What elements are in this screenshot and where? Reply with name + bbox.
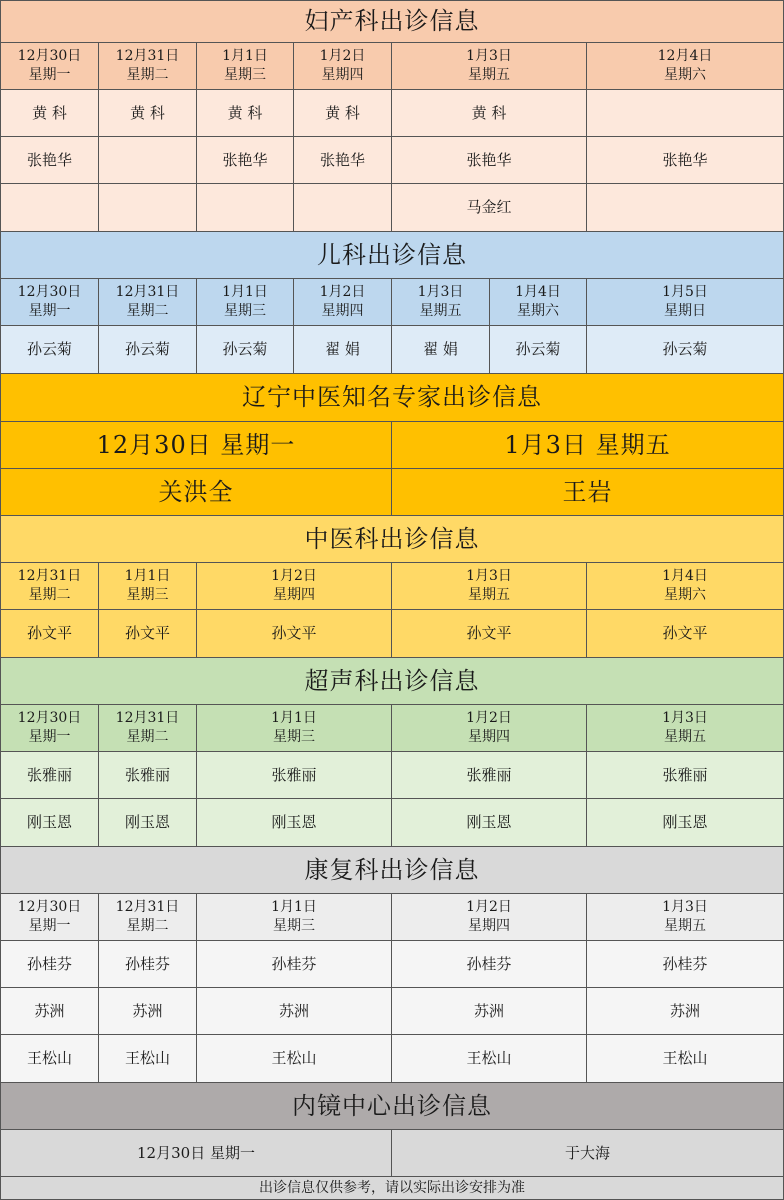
doctor-cell: 王松山 [392, 1035, 587, 1083]
gynecology-doctor-row [0, 90, 784, 137]
doctor-cell: 刚玉恩 [99, 799, 197, 847]
date-header [197, 279, 294, 326]
ultrasound-title-row [0, 658, 784, 705]
doctor-cell: 翟 娟 [294, 326, 392, 374]
date-header [99, 43, 197, 90]
doctor-cell: 孙文平 [0, 610, 99, 658]
weekday-label: 星期四 [468, 918, 510, 934]
rehab-doctor-row [0, 988, 784, 1035]
date-header [392, 279, 490, 326]
doctor-cell: 孙桂芬 [99, 941, 197, 988]
doctor-cell: 苏洲 [99, 988, 197, 1035]
weekday-label: 星期二 [28, 587, 71, 603]
date-header [197, 563, 392, 610]
doctor-cell: 孙文平 [99, 610, 197, 658]
date-header [294, 43, 392, 90]
doctor-cell: 黄 科 [294, 90, 392, 137]
pediatrics-title-row [0, 232, 784, 279]
date-label: 12月30日 [17, 284, 82, 300]
experts-title-row [0, 374, 784, 422]
date-header [99, 563, 197, 610]
weekday-label: 星期四 [468, 729, 510, 745]
tcm-date-row [0, 563, 784, 610]
doctor-cell [294, 184, 392, 232]
weekday-label: 星期六 [664, 587, 706, 603]
doctor-cell: 张雅丽 [99, 752, 197, 799]
tcm-doctor-row [0, 610, 784, 658]
pediatrics-title: 儿科出诊信息 [0, 232, 784, 279]
weekday-label: 星期二 [126, 303, 169, 319]
tcm-title: 中医科出诊信息 [0, 516, 784, 563]
experts-date-row [0, 422, 784, 469]
doctor-cell: 孙文平 [587, 610, 784, 658]
doctor-cell: 孙云菊 [99, 326, 197, 374]
date-label: 1月2日 [271, 568, 317, 584]
expert-date: 12月30日 星期一 [0, 422, 392, 469]
doctor-cell: 孙桂芬 [587, 941, 784, 988]
date-label: 12月30日 [17, 710, 82, 726]
doctor-cell: 王松山 [99, 1035, 197, 1083]
doctor-cell: 张雅丽 [587, 752, 784, 799]
doctor-cell: 孙文平 [197, 610, 392, 658]
doctor-cell: 黄 科 [99, 90, 197, 137]
date-label: 1月1日 [271, 899, 317, 915]
gynecology-doctor-row [0, 184, 784, 232]
date-label: 1月3日 [466, 48, 512, 64]
doctor-cell: 张艳华 [294, 137, 392, 184]
weekday-label: 星期三 [126, 587, 169, 603]
ultrasound-date-row [0, 705, 784, 752]
doctor-cell: 孙桂芬 [392, 941, 587, 988]
doctor-cell: 张雅丽 [197, 752, 392, 799]
date-label: 1月5日 [662, 284, 708, 300]
date-header [0, 43, 99, 90]
weekday-label: 星期三 [273, 729, 315, 745]
doctor-cell: 王松山 [197, 1035, 392, 1083]
date-header [587, 705, 784, 752]
date-header [0, 279, 99, 326]
doctor-cell: 孙云菊 [490, 326, 587, 374]
doctor-cell: 刚玉恩 [197, 799, 392, 847]
rehab-title-row [0, 847, 784, 894]
doctor-cell: 翟 娟 [392, 326, 490, 374]
gynecology-doctor-row [0, 137, 784, 184]
weekday-label: 星期一 [28, 67, 71, 83]
date-label: 1月2日 [466, 710, 512, 726]
date-label: 1月1日 [271, 710, 317, 726]
weekday-label: 星期一 [28, 729, 71, 745]
doctor-cell: 孙云菊 [197, 326, 294, 374]
date-label: 12月31日 [115, 48, 180, 64]
doctor-cell: 张艳华 [197, 137, 294, 184]
doctor-cell: 王松山 [587, 1035, 784, 1083]
rehab-title: 康复科出诊信息 [0, 847, 784, 894]
endoscopy-title-row [0, 1083, 784, 1130]
date-label: 1月3日 [662, 710, 708, 726]
weekday-label: 星期日 [664, 303, 706, 319]
date-label: 12月30日 [17, 899, 82, 915]
date-label: 1月1日 [222, 284, 268, 300]
doctor-cell: 孙桂芬 [0, 941, 99, 988]
gynecology-title: 妇产科出诊信息 [0, 0, 784, 43]
doctor-cell [0, 184, 99, 232]
date-label: 1月1日 [222, 48, 268, 64]
doctor-cell [197, 184, 294, 232]
date-label: 1月2日 [319, 48, 366, 64]
date-label: 12月30日 [17, 48, 82, 64]
date-header [99, 705, 197, 752]
date-label: 12月31日 [115, 710, 180, 726]
date-label: 1月2日 [466, 899, 512, 915]
weekday-label: 星期三 [224, 303, 266, 319]
doctor-cell [587, 90, 784, 137]
date-header [197, 705, 392, 752]
date-header [587, 894, 784, 941]
weekday-label: 星期四 [321, 67, 364, 83]
weekday-label: 星期四 [273, 587, 315, 603]
doctor-cell: 苏洲 [0, 988, 99, 1035]
doctor-cell [99, 184, 197, 232]
doctor-cell: 孙云菊 [0, 326, 99, 374]
date-header [99, 279, 197, 326]
rehab-doctor-row [0, 941, 784, 988]
date-header [197, 894, 392, 941]
date-header [197, 43, 294, 90]
ultrasound-doctor-row [0, 752, 784, 799]
weekday-label: 星期五 [468, 587, 510, 603]
date-header [0, 563, 99, 610]
weekday-label: 星期二 [126, 918, 169, 934]
doctor-cell: 张雅丽 [0, 752, 99, 799]
endoscopy-doctor: 于大海 [392, 1130, 784, 1177]
gynecology-date-row [0, 43, 784, 90]
doctor-cell: 王松山 [0, 1035, 99, 1083]
footer-row [0, 1177, 784, 1200]
weekday-label: 星期一 [28, 303, 71, 319]
weekday-label: 星期六 [517, 303, 559, 319]
doctor-cell: 孙云菊 [587, 326, 784, 374]
weekday-label: 星期四 [321, 303, 364, 319]
doctor-cell: 马金红 [392, 184, 587, 232]
date-label: 1月1日 [124, 568, 171, 584]
doctor-cell: 孙桂芬 [197, 941, 392, 988]
weekday-label: 星期五 [419, 303, 462, 319]
doctor-cell: 张艳华 [392, 137, 587, 184]
pediatrics-doctor-row [0, 326, 784, 374]
expert-date: 1月3日 星期五 [392, 422, 784, 469]
date-header [392, 894, 587, 941]
date-header [294, 279, 392, 326]
weekday-label: 星期六 [664, 67, 706, 83]
date-header [587, 563, 784, 610]
weekday-label: 星期一 [28, 918, 71, 934]
date-label: 12月31日 [17, 568, 82, 584]
doctor-cell [587, 184, 784, 232]
experts-title: 辽宁中医知名专家出诊信息 [0, 374, 784, 422]
date-label: 1月2日 [319, 284, 366, 300]
tcm-title-row [0, 516, 784, 563]
endoscopy-title: 内镜中心出诊信息 [0, 1083, 784, 1130]
date-header [392, 43, 587, 90]
doctor-cell: 张艳华 [0, 137, 99, 184]
doctor-cell: 苏洲 [392, 988, 587, 1035]
date-header [587, 279, 784, 326]
date-header [587, 43, 784, 90]
rehab-date-row [0, 894, 784, 941]
weekday-label: 星期二 [126, 729, 169, 745]
weekday-label: 星期三 [224, 67, 266, 83]
doctor-cell [99, 137, 197, 184]
doctor-cell: 张雅丽 [392, 752, 587, 799]
date-label: 12月31日 [115, 284, 180, 300]
gynecology-title-row [0, 0, 784, 43]
experts-doctor-row [0, 469, 784, 516]
date-header [0, 894, 99, 941]
date-label: 12月31日 [115, 899, 180, 915]
date-label: 1月4日 [662, 568, 708, 584]
weekday-label: 星期五 [664, 918, 706, 934]
date-header [392, 563, 587, 610]
date-header [392, 705, 587, 752]
doctor-cell: 张艳华 [587, 137, 784, 184]
date-header [0, 705, 99, 752]
date-header [490, 279, 587, 326]
date-label: 12月4日 [657, 48, 713, 64]
date-label: 1月3日 [662, 899, 708, 915]
weekday-label: 星期二 [126, 67, 169, 83]
doctor-cell: 孙文平 [392, 610, 587, 658]
doctor-cell: 苏洲 [587, 988, 784, 1035]
doctor-cell: 黄 科 [0, 90, 99, 137]
weekday-label: 星期三 [273, 918, 315, 934]
weekday-label: 星期五 [664, 729, 706, 745]
pediatrics-date-row [0, 279, 784, 326]
expert-doctor: 王岩 [392, 469, 784, 516]
expert-doctor: 关洪全 [0, 469, 392, 516]
weekday-label: 星期五 [468, 67, 510, 83]
date-label: 1月3日 [417, 284, 464, 300]
doctor-cell: 黄 科 [392, 90, 587, 137]
rehab-doctor-row [0, 1035, 784, 1083]
footer-note: 出诊信息仅供参考，请以实际出诊安排为准 [0, 1177, 784, 1200]
endoscopy-row [0, 1130, 784, 1177]
date-label: 1月4日 [515, 284, 561, 300]
doctor-cell: 黄 科 [197, 90, 294, 137]
doctor-cell: 刚玉恩 [587, 799, 784, 847]
doctor-cell: 苏洲 [197, 988, 392, 1035]
date-header [99, 894, 197, 941]
doctor-cell: 刚玉恩 [0, 799, 99, 847]
date-label: 1月3日 [466, 568, 512, 584]
ultrasound-doctor-row [0, 799, 784, 847]
ultrasound-title: 超声科出诊信息 [0, 658, 784, 705]
endoscopy-date: 12月30日 星期一 [0, 1130, 392, 1177]
doctor-cell: 刚玉恩 [392, 799, 587, 847]
